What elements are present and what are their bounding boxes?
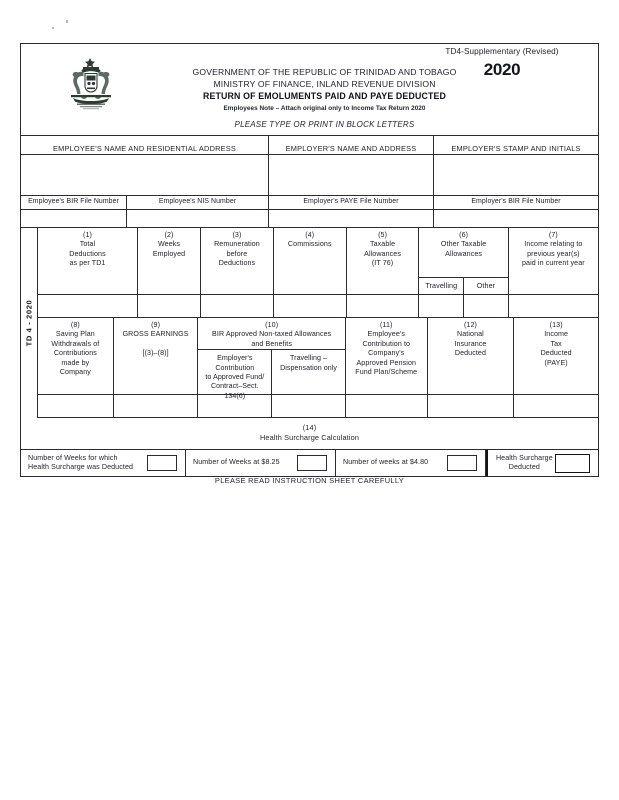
footer-instruction: PLEASE READ INSTRUCTION SHEET CAREFULLY bbox=[214, 476, 405, 485]
column-12-field[interactable] bbox=[428, 395, 515, 417]
columns-1-7-header-row bbox=[38, 228, 598, 295]
health-surcharge-weeks-825-input[interactable] bbox=[297, 455, 327, 471]
employee-name-address-header: EMPLOYEE'S NAME AND RESIDENTIAL ADDRESS bbox=[52, 144, 237, 153]
column-10-travelling-dispensation-field[interactable] bbox=[272, 395, 346, 417]
column-3-field[interactable] bbox=[201, 295, 274, 317]
column-7-number: (7) bbox=[548, 231, 558, 239]
column-10-header bbox=[198, 318, 344, 400]
column-8-label: Saving Plan Withdrawals of Contributions made by Company bbox=[51, 330, 100, 377]
column-10-employer-contribution-field[interactable] bbox=[198, 395, 272, 417]
party-header-row bbox=[21, 136, 598, 155]
health-surcharge-deducted-label: Health Surcharge Deducted bbox=[495, 453, 553, 471]
health-surcharge-deducted-cell bbox=[486, 450, 598, 476]
employer-bir-file-number-field[interactable] bbox=[434, 210, 598, 227]
health-surcharge-weeks-deducted-input[interactable] bbox=[147, 455, 177, 471]
file-number-label-row bbox=[21, 196, 598, 210]
file-number-entry-row bbox=[21, 210, 598, 228]
column-3-label: Remuneration before Deductions bbox=[214, 240, 260, 268]
health-surcharge-deducted-input[interactable] bbox=[555, 454, 590, 473]
column-6-sub-other: Other bbox=[476, 281, 496, 290]
column-10-label: BIR Approved Non-taxed Allowances and Benefits bbox=[212, 330, 332, 348]
column-12-label: National Insurance Deducted bbox=[454, 330, 487, 358]
column-11-header bbox=[346, 318, 427, 377]
health-surcharge-number: (14) bbox=[302, 423, 317, 432]
column-6-other-field[interactable] bbox=[464, 295, 509, 317]
column-9-number: (9) bbox=[151, 321, 161, 329]
column-2-header bbox=[138, 228, 200, 259]
column-5-header bbox=[347, 228, 419, 269]
column-9-label: GROSS EARNINGS [(3)–(8)] bbox=[122, 330, 189, 358]
employee-note-line: Employees Note – Attach original only to Income Tax Return 2020 bbox=[223, 105, 426, 112]
column-5-field[interactable] bbox=[347, 295, 420, 317]
column-6-travelling-field[interactable] bbox=[419, 295, 464, 317]
column-10-number: (10) bbox=[265, 321, 279, 329]
form-reference-label: TD4-Supplementary (Revised) bbox=[445, 47, 559, 56]
employer-name-address-header: EMPLOYER'S NAME AND ADDRESS bbox=[285, 144, 417, 153]
health-surcharge-weeks-deducted-cell bbox=[21, 450, 186, 476]
column-5-label: Taxable Allowances (IT 76) bbox=[364, 240, 401, 268]
column-8-header bbox=[38, 318, 113, 377]
form-side-tab bbox=[21, 228, 38, 418]
column-8-number: (8) bbox=[70, 321, 80, 329]
column-6-label: Other Taxable Allowances bbox=[440, 240, 487, 258]
column-11-number: (11) bbox=[380, 321, 393, 329]
health-surcharge-weeks-480-input[interactable] bbox=[447, 455, 477, 471]
health-surcharge-weeks-480-label: Number of weeks at $4.80 bbox=[343, 458, 429, 467]
scan-speck bbox=[52, 27, 54, 29]
column-11-label: Employee's Contribution to Company's Approved Pension Fund Plan/Scheme bbox=[355, 330, 418, 377]
column-1-number: (1) bbox=[82, 231, 92, 239]
column-13-field[interactable] bbox=[514, 395, 598, 417]
employer-stamp-initials-header: EMPLOYER'S STAMP AND INITIALS bbox=[451, 144, 581, 153]
employee-bir-file-number-label: Employee's BIR File Number bbox=[28, 198, 119, 205]
column-4-number: (4) bbox=[305, 231, 315, 239]
column-1-header bbox=[38, 228, 137, 269]
column-11-field[interactable] bbox=[346, 395, 428, 417]
column-1-field[interactable] bbox=[38, 295, 138, 317]
column-10-sub-travelling-dispensation: Travelling – Dispensation only bbox=[280, 354, 337, 372]
column-7-field[interactable] bbox=[509, 295, 598, 317]
health-surcharge-title-block bbox=[21, 418, 598, 450]
employer-name-address-field[interactable] bbox=[269, 155, 434, 195]
column-6-sub-travelling: Travelling bbox=[419, 278, 464, 294]
column-6-header bbox=[419, 228, 507, 294]
columns-8-13-entry-row bbox=[38, 395, 598, 418]
scan-speck bbox=[66, 20, 68, 23]
column-5-number: (5) bbox=[378, 231, 388, 239]
form-masthead bbox=[21, 44, 598, 136]
column-13-number: (13) bbox=[549, 321, 563, 329]
column-7-label: Income relating to previous year(s) paid in current year bbox=[522, 240, 585, 268]
employer-stamp-field[interactable] bbox=[434, 155, 598, 195]
column-4-field[interactable] bbox=[274, 295, 347, 317]
employee-nis-number-label: Employee's NIS Number bbox=[158, 198, 237, 205]
health-surcharge-title: Health Surcharge Calculation bbox=[259, 432, 360, 442]
ministry-line: MINISTRY OF FINANCE, INLAND REVENUE DIVISION bbox=[213, 79, 436, 89]
column-1-label: Total Deductions as per TD1 bbox=[69, 240, 106, 268]
employer-bir-file-number-label: Employer's BIR File Number bbox=[471, 198, 561, 205]
employer-paye-file-number-label: Employer's PAYE File Number bbox=[303, 198, 399, 205]
document-reference-block bbox=[414, 47, 590, 80]
employee-name-address-field[interactable] bbox=[21, 155, 269, 195]
column-6-number: (6) bbox=[459, 231, 469, 239]
numbered-grid-section bbox=[21, 228, 598, 418]
side-tab-label: TD 4 - 2020 bbox=[24, 299, 34, 347]
column-2-label: Weeks Employed bbox=[152, 240, 186, 258]
column-13-header bbox=[514, 318, 598, 368]
return-title-line: RETURN OF EMOLUMENTS PAID AND PAYE DEDUCTED bbox=[203, 91, 446, 101]
health-surcharge-weeks-480-cell bbox=[336, 450, 486, 476]
column-12-header bbox=[428, 318, 514, 359]
column-10-sub-employer-contribution: Employer's Contribution to Approved Fund/ Contract–Sect. 134(6) bbox=[198, 350, 272, 401]
column-8-field[interactable] bbox=[38, 395, 114, 417]
column-9-field[interactable] bbox=[114, 395, 199, 417]
health-surcharge-weeks-deducted-label: Number of Weeks for which Health Surcharge was Deducted bbox=[28, 453, 134, 471]
employee-nis-number-field[interactable] bbox=[127, 210, 269, 227]
column-4-label: Commissions bbox=[287, 240, 332, 249]
employee-bir-file-number-field[interactable] bbox=[21, 210, 127, 227]
column-7-header bbox=[509, 228, 598, 269]
print-instruction-line: PLEASE TYPE OR PRINT IN BLOCK LETTERS bbox=[234, 120, 415, 129]
party-entry-row bbox=[21, 155, 598, 196]
column-3-header bbox=[201, 228, 273, 269]
column-2-number: (2) bbox=[164, 231, 174, 239]
employer-paye-file-number-field[interactable] bbox=[269, 210, 434, 227]
column-12-number: (12) bbox=[463, 321, 477, 329]
tax-year-label: 2020 bbox=[483, 60, 521, 79]
coat-of-arms-icon bbox=[63, 56, 119, 116]
column-3-number: (3) bbox=[232, 231, 242, 239]
column-2-field[interactable] bbox=[138, 295, 201, 317]
column-9-header bbox=[114, 318, 198, 359]
health-surcharge-weeks-825-cell bbox=[186, 450, 336, 476]
td4-supplementary-form bbox=[20, 43, 599, 477]
government-line: GOVERNMENT OF THE REPUBLIC OF TRINIDAD AND TOBAGO bbox=[192, 67, 457, 77]
health-surcharge-weeks-825-label: Number of Weeks at $8.25 bbox=[193, 458, 280, 467]
column-13-label: Income Tax Deducted (PAYE) bbox=[540, 330, 572, 367]
columns-1-7-entry-row bbox=[38, 295, 598, 318]
column-4-header bbox=[274, 228, 346, 250]
health-surcharge-fields-row bbox=[21, 450, 598, 476]
columns-8-13-header-row bbox=[38, 318, 598, 400]
